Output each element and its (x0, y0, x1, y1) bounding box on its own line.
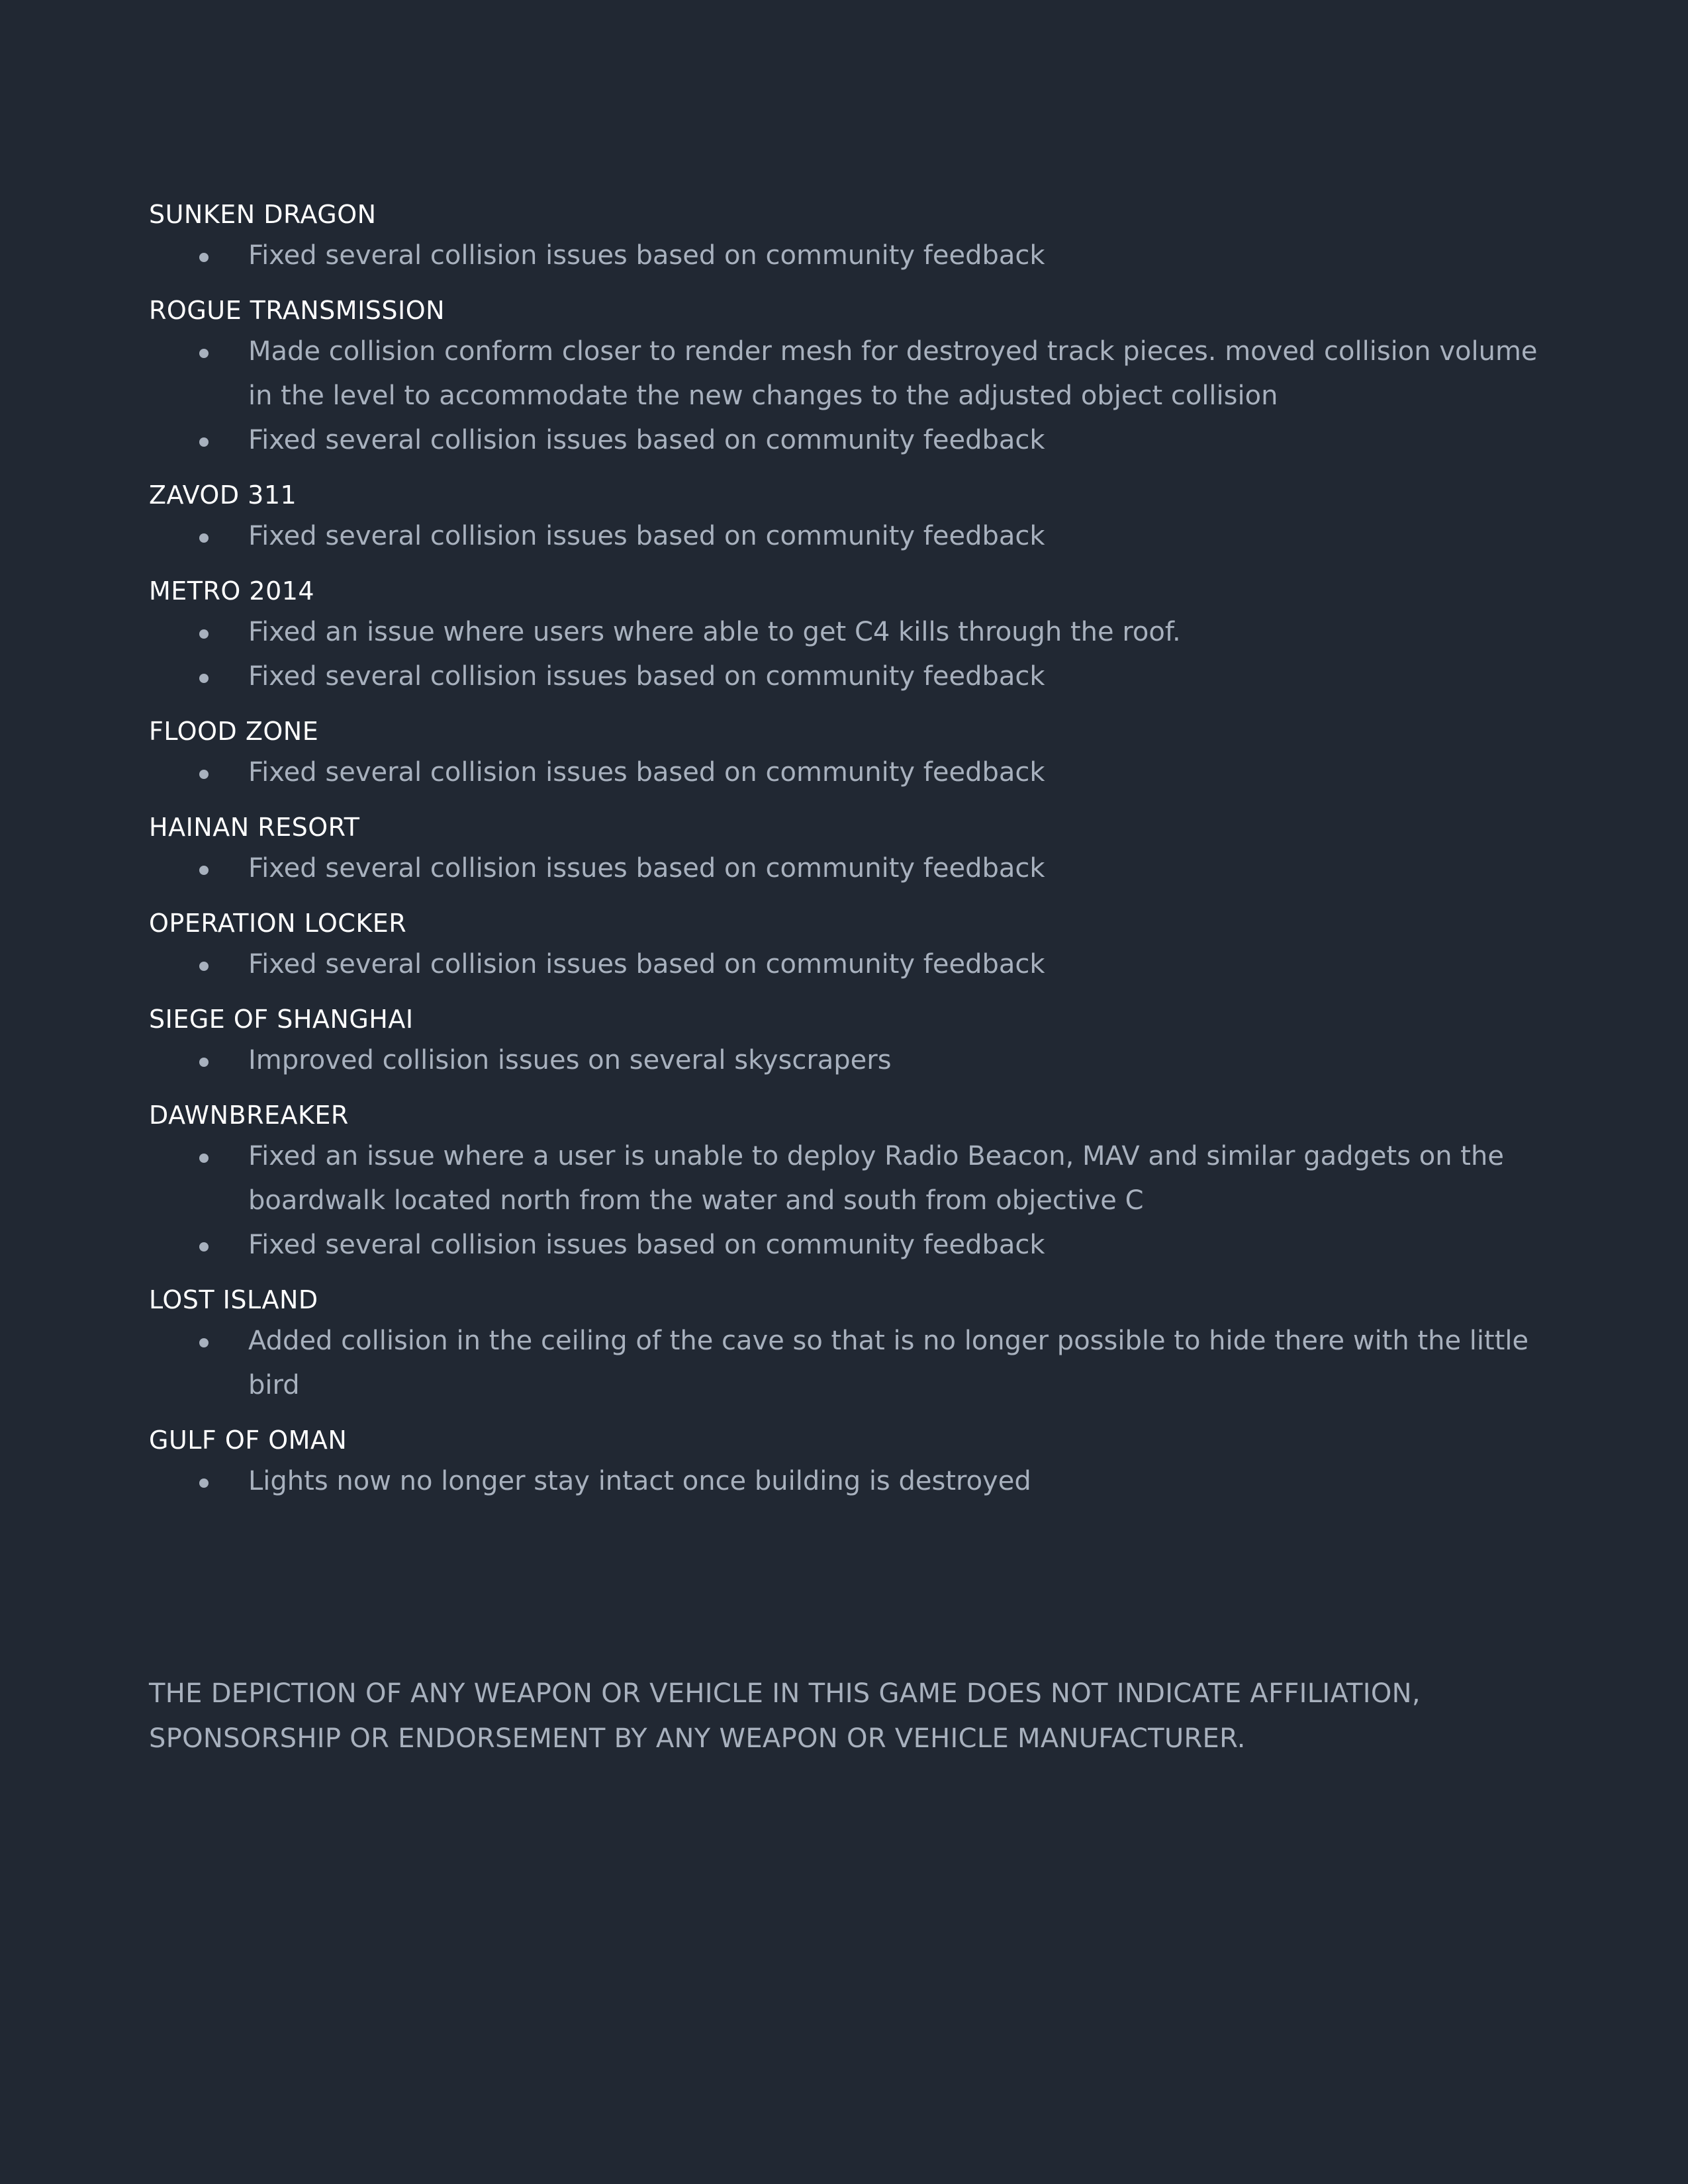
note-item (149, 610, 1552, 655)
map-title: METRO 2014 (149, 576, 315, 606)
notes-list (149, 942, 1552, 987)
note-text: Fixed several collision issues based on community feedback (248, 949, 1045, 979)
map-title: HAINAN RESORT (149, 813, 360, 842)
note-item (149, 655, 1552, 699)
bullet-icon (199, 866, 209, 875)
map-title: OPERATION LOCKER (149, 909, 407, 938)
note-item (149, 1038, 1552, 1083)
note-item (149, 514, 1552, 559)
note-item (149, 1134, 1552, 1223)
disclaimer-text: THE DEPICTION OF ANY WEAPON OR VEHICLE IN THIS GAME DOES NOT INDICATE AFFILIATION, SPONSORSHIP OR ENDORSEMENT BY ANY WEAPON OR VEHICLE MANUFACTURER. (149, 1678, 1421, 1754)
map-section-zavod-311 (149, 476, 1552, 559)
note-text: Lights now no longer stay intact once building is destroyed (248, 1466, 1031, 1496)
map-title: ZAVOD 311 (149, 480, 297, 510)
note-text: Fixed several collision issues based on community feedback (248, 757, 1045, 788)
note-item (149, 418, 1552, 463)
bullet-icon (199, 629, 209, 639)
map-title: SUNKEN DRAGON (149, 200, 377, 229)
note-text: Fixed an issue where users where able to get C4 kills through the roof. (248, 617, 1181, 647)
bullet-icon (199, 770, 209, 779)
note-text: Fixed several collision issues based on community feedback (248, 853, 1045, 884)
note-text: Improved collision issues on several skyscrapers (248, 1045, 892, 1075)
bullet-icon (199, 1479, 209, 1488)
map-title: LOST ISLAND (149, 1285, 318, 1314)
bullet-icon (199, 962, 209, 971)
note-text: Made collision conform closer to render mesh for destroyed track pieces. moved collision volume in the level to accommodate the new changes to the adjusted object collision (248, 336, 1538, 411)
bullet-icon (199, 1338, 209, 1347)
bullet-icon (199, 1058, 209, 1067)
notes-list (149, 1134, 1552, 1267)
note-text: Added collision in the ceiling of the cave so that is no longer possible to hide there with the little bird (248, 1326, 1529, 1400)
notes-list (149, 751, 1552, 795)
note-text: Fixed an issue where a user is unable to deploy Radio Beacon, MAV and similar gadgets on the boardwalk located north from the water and south from objective C (248, 1141, 1504, 1216)
note-text: Fixed several collision issues based on community feedback (248, 425, 1045, 455)
note-item (149, 330, 1552, 418)
bullet-icon (199, 533, 209, 543)
notes-list (149, 1038, 1552, 1083)
note-item (149, 846, 1552, 891)
map-section-flood-zone (149, 712, 1552, 795)
map-section-sunken-dragon (149, 195, 1552, 278)
notes-list (149, 610, 1552, 699)
map-title: ROGUE TRANSMISSION (149, 296, 445, 325)
notes-list (149, 514, 1552, 559)
map-section-lost-island (149, 1281, 1552, 1408)
map-section-siege-of-shanghai (149, 1000, 1552, 1083)
bullet-icon (199, 1154, 209, 1163)
map-section-rogue-transmission (149, 291, 1552, 463)
note-item (149, 751, 1552, 795)
map-section-metro-2014 (149, 572, 1552, 699)
note-text: Fixed several collision issues based on community feedback (248, 521, 1045, 551)
notes-list (149, 846, 1552, 891)
note-text: Fixed several collision issues based on community feedback (248, 1230, 1045, 1260)
bullet-icon (199, 437, 209, 447)
notes-list (149, 1319, 1552, 1408)
note-text: Fixed several collision issues based on community feedback (248, 240, 1045, 271)
note-item (149, 1459, 1552, 1504)
note-text: Fixed several collision issues based on community feedback (248, 661, 1045, 692)
notes-list (149, 234, 1552, 278)
bullet-icon (199, 674, 209, 683)
map-section-dawnbreaker (149, 1096, 1552, 1267)
note-item (149, 1319, 1552, 1408)
notes-list (149, 330, 1552, 463)
bullet-icon (199, 253, 209, 262)
map-section-gulf-of-oman (149, 1421, 1552, 1504)
map-title: GULF OF OMAN (149, 1426, 348, 1455)
notes-list (149, 1459, 1552, 1504)
note-item (149, 1223, 1552, 1267)
note-item (149, 234, 1552, 278)
map-title: SIEGE OF SHANGHAI (149, 1005, 414, 1034)
map-title: FLOOD ZONE (149, 717, 319, 746)
map-title: DAWNBREAKER (149, 1101, 349, 1130)
bullet-icon (199, 1242, 209, 1251)
bullet-icon (199, 349, 209, 358)
map-section-operation-locker (149, 904, 1552, 987)
note-item (149, 942, 1552, 987)
map-section-hainan-resort (149, 808, 1552, 891)
patch-notes-list (149, 195, 1552, 1517)
